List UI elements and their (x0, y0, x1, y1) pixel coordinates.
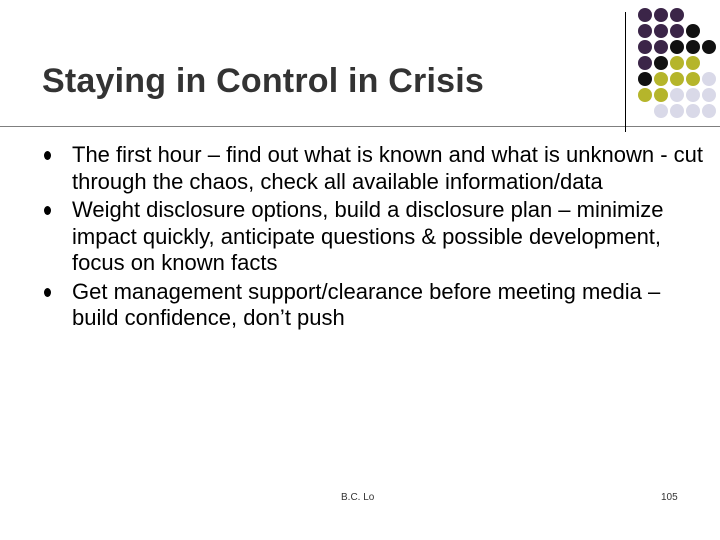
bullet-icon (44, 288, 51, 297)
dot-black (654, 56, 668, 70)
dot-olive (654, 88, 668, 102)
bullet-icon (44, 151, 51, 160)
dot-olive (670, 56, 684, 70)
dot-purple (670, 8, 684, 22)
title-divider (0, 126, 720, 127)
dot-purple (638, 56, 652, 70)
dot-black (686, 24, 700, 38)
bullet-item (44, 279, 704, 332)
slide-title: Staying in Control in Crisis (42, 62, 484, 100)
dot-white (702, 56, 716, 70)
dot-lavender (702, 72, 716, 86)
bullet-text: The first hour – find out what is known and what is unknown - cut through the chaos, check all available information/data (72, 142, 703, 194)
dot-black (638, 72, 652, 86)
dot-lavender (654, 104, 668, 118)
dot-lavender (686, 88, 700, 102)
vertical-divider (625, 12, 626, 132)
bullet-text: Weight disclosure options, build a disclosure plan – minimize impact quickly, anticipate questions & possible development, focus on known facts (72, 197, 664, 275)
dot-white (638, 104, 652, 118)
footer-author: B.C. Lo (341, 492, 375, 503)
dot-olive (654, 72, 668, 86)
dot-black (702, 40, 716, 54)
page-number: 105 (661, 492, 678, 503)
dot-olive (670, 72, 684, 86)
dot-black (686, 40, 700, 54)
dot-lavender (670, 88, 684, 102)
bullet-icon (44, 206, 51, 215)
dot-purple (654, 40, 668, 54)
bullet-text: Get management support/clearance before meeting media – build confidence, don’t push (72, 278, 661, 330)
dot-purple (670, 24, 684, 38)
bullet-item (44, 197, 704, 277)
dot-purple (654, 8, 668, 22)
bullet-item (44, 142, 704, 195)
dot-purple (638, 24, 652, 38)
dot-purple (638, 40, 652, 54)
dot-white (686, 8, 700, 22)
dot-lavender (670, 104, 684, 118)
dot-lavender (702, 88, 716, 102)
dot-grid-decoration (638, 8, 720, 134)
dot-olive (686, 56, 700, 70)
dot-white (702, 24, 716, 38)
dot-lavender (702, 104, 716, 118)
dot-lavender (686, 104, 700, 118)
dot-purple (638, 8, 652, 22)
bullet-list (44, 142, 704, 334)
dot-purple (654, 24, 668, 38)
dot-white (702, 8, 716, 22)
dot-black (670, 40, 684, 54)
dot-olive (638, 88, 652, 102)
dot-olive (686, 72, 700, 86)
